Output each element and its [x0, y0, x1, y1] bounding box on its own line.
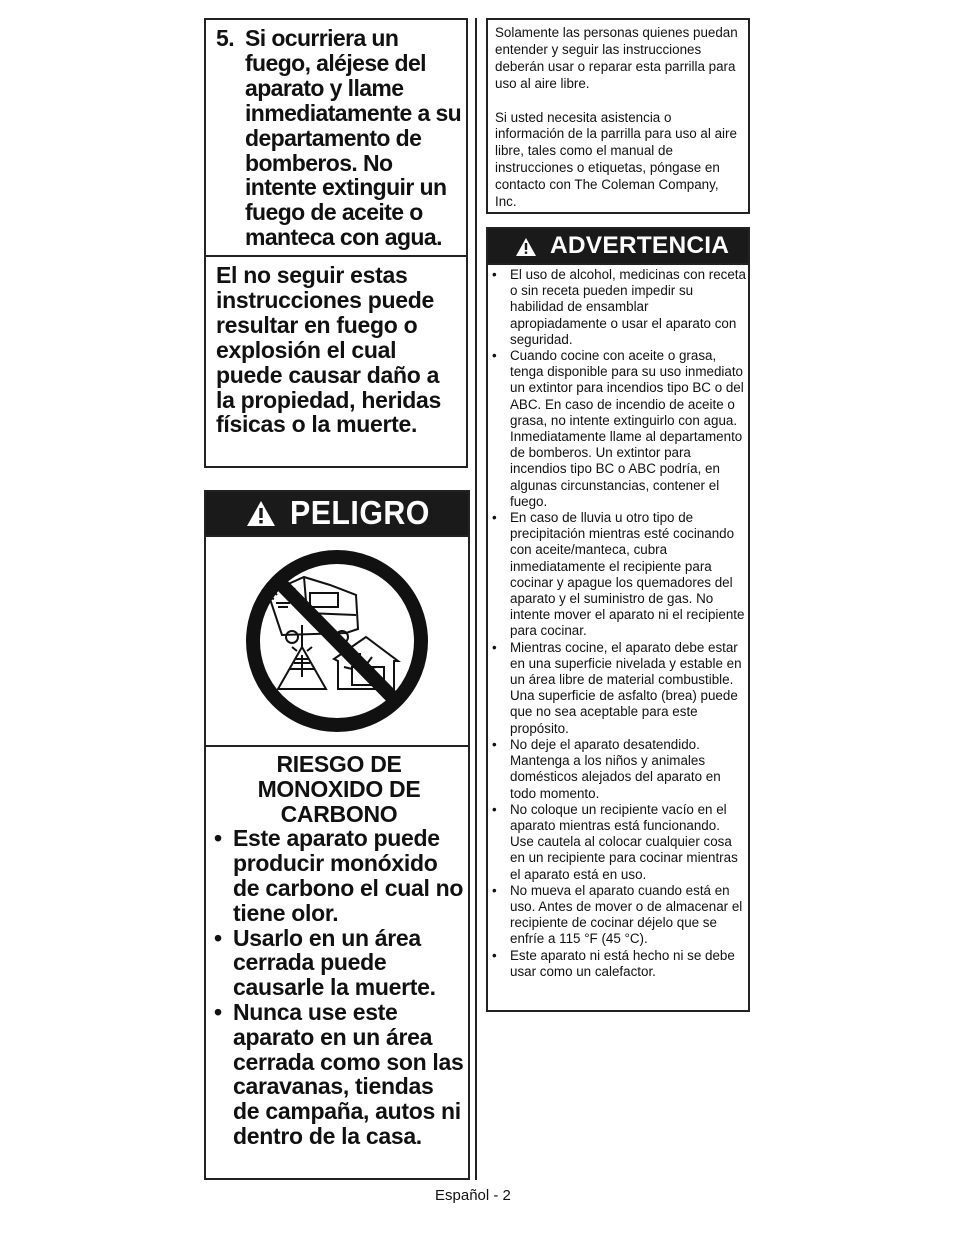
- list-item: • Mientras cocine, el aparato debe estar en una superficie nivelada y estable en un área libre de material combustible. Una superficie de asfalto (brea) puede que no sea aceptable para este propósito.: [492, 640, 746, 737]
- info-paragraph-contact: Si usted necesita asistencia o información de la parrilla para uso al aire libre, tales como el manual de instrucciones o etiquetas, póngase en contacto con The Coleman Company, Inc.: [495, 109, 737, 210]
- column-divider: [475, 18, 477, 1180]
- peligro-label: [204, 490, 470, 1180]
- carbon-monoxide-heading: RIESGO DE MONOXIDO DE CARBONO: [257, 751, 421, 827]
- advertencia-title: ADVERTENCIA: [550, 232, 730, 259]
- peligro-header: [206, 492, 468, 537]
- peligro-title: PELIGRO: [290, 494, 430, 531]
- list-item: • Este aparato ni está hecho ni se debe usar como un calefactor.: [492, 948, 746, 980]
- fire-instruction-box: [204, 18, 468, 257]
- list-item: • No coloque un recipiente vacío en el aparato mientras está funcionando. Use cautela al colocar cualquier cosa en un recipiente para cocinar mientras el aparato está en uso.: [492, 802, 746, 883]
- instruction-number: 5.: [216, 25, 234, 51]
- consequence-text: El no seguir estas instrucciones puede resultar en fuego o explosión el cual puede causar daño a la propiedad, heridas físicas o la muerte.: [216, 262, 442, 438]
- no-indoor-use-icon: [206, 537, 468, 745]
- info-box: [486, 18, 750, 214]
- peligro-pictogram: [206, 537, 468, 747]
- carbon-monoxide-warning: [214, 752, 464, 1149]
- list-item: • Usarlo en un área cerrada puede causarle la muerte.: [214, 926, 464, 1000]
- list-item: • El uso de alcohol, medicinas con receta o sin receta pueden impedir su habilidad de ensamblar apropiadamente o usar el aparato con seguridad.: [492, 267, 746, 348]
- carbon-monoxide-list: [214, 826, 464, 1148]
- list-item: • En caso de lluvia u otro tipo de precipitación mientras esté cocinando con aceite/manteca, cubra inmediatamente el recipiente para cocinar y apague los quemadores del aparato y el suministro de gas. No intente mover el aparato ni el recipiente para cocinar.: [492, 510, 746, 640]
- list-item: • Cuando cocine con aceite o grasa, tenga disponible para su uso inmediato un extintor para incendios tipo BC o del ABC. En caso de incendio de aceite o grasa, no intente extinguirlo con agua. Inmediatamente llame al departamento de bomberos. Un extintor para incendios tipo BC o ABC podría, en algunas circunstancias, contener el fuego.: [492, 348, 746, 510]
- consequence-box: [204, 255, 468, 468]
- info-text: [495, 25, 743, 228]
- page-number: Español - 2: [435, 1187, 511, 1204]
- advertencia-header: [488, 229, 748, 265]
- info-paragraph-qualified-users: Solamente las personas quienes puedan entender y seguir las instrucciones deberán usar o reparar esta parrilla para uso al aire libre.: [495, 25, 738, 91]
- instruction-text: Si ocurriera un fuego, aléjese del aparato y llame inmediatamente a su departamento de bomberos. No intente extinguir un fuego de aceite o manteca con agua.: [245, 25, 462, 251]
- list-item: • No deje el aparato desatendido. Mantenga a los niños y animales domésticos alejados del aparato en todo momento.: [492, 737, 746, 802]
- list-item: • Este aparato puede producir monóxido de carbono el cual no tiene olor.: [214, 826, 464, 925]
- warning-triangle-icon: [246, 500, 276, 527]
- advertencia-list: [492, 267, 746, 980]
- list-item: • Nunca use este aparato en un área cerrada como son las caravanas, tiendas de campaña, autos ni dentro de la casa.: [214, 1000, 464, 1149]
- advertencia-label: [486, 227, 750, 1012]
- warning-triangle-icon: [515, 237, 537, 257]
- list-item: • No mueva el aparato cuando está en uso. Antes de mover o de almacenar el recipiente de cocinar déjelo que se enfríe a 115 °F (45 °C).: [492, 883, 746, 948]
